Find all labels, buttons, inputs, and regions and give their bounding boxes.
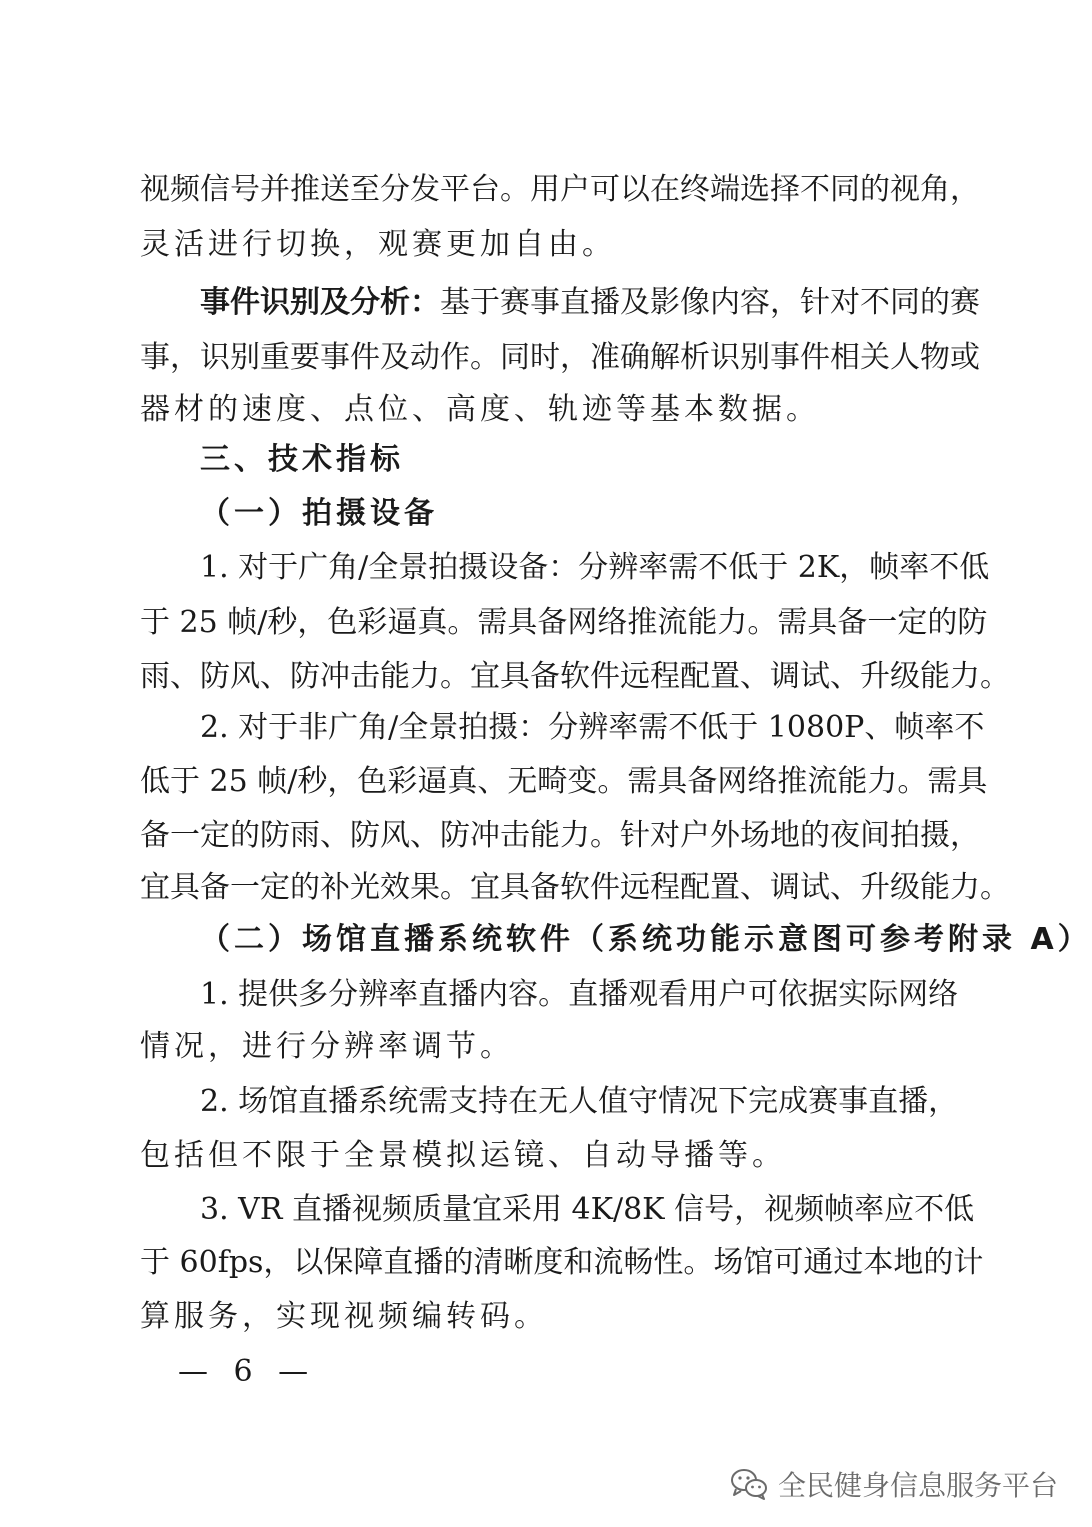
paragraph-line <box>200 283 980 323</box>
section-heading: 三、技术指标 <box>200 442 404 477</box>
paragraph-line: 器材的速度、点位、高度、轨迹等基本数据。 <box>140 392 820 427</box>
paragraph-line: 宜具备一定的补光效果。宜具备软件远程配置、调试、升级能力。 <box>140 870 1010 905</box>
watermark <box>730 1462 1058 1506</box>
paragraph-line: 于 60fps，以保障直播的清晰度和流畅性。场馆可通过本地的计 <box>140 1245 984 1280</box>
paragraph-line: 1. 提供多分辨率直播内容。直播观看用户可依据实际网络 <box>200 977 959 1012</box>
paragraph-line: 于 25 帧/秒，色彩逼真。需具备网络推流能力。需具备一定的防 <box>140 605 988 640</box>
paragraph-line: 事，识别重要事件及动作。同时，准确解析识别事件相关人物或 <box>140 340 980 375</box>
watermark-text: 全民健身信息服务平台 <box>778 1469 1059 1502</box>
paragraph-line: 算服务，实现视频编转码。 <box>140 1299 548 1334</box>
wechat-icon <box>730 1467 768 1501</box>
paragraph-line: 2. 场馆直播系统需支持在无人值守情况下完成赛事直播， <box>200 1084 959 1119</box>
paragraph-line: 视频信号并推送至分发平台。用户可以在终端选择不同的视角， <box>140 172 980 207</box>
paragraph-line: 灵活进行切换，观赛更加自由。 <box>140 227 616 262</box>
paragraph-line: 低于 25 帧/秒，色彩逼真、无畸变。需具备网络推流能力。需具 <box>140 764 988 799</box>
subsection-heading: （一）拍摄设备 <box>200 496 438 531</box>
paragraph-line: 3. VR 直播视频质量宜采用 4K/8K 信号，视频帧率应不低 <box>200 1192 975 1227</box>
paragraph-line: 1. 对于广角/全景拍摄设备：分辨率需不低于 2K，帧率不低 <box>200 550 990 585</box>
paragraph-line: 2. 对于非广角/全景拍摄：分辨率需不低于 1080P、帧率不 <box>200 710 985 745</box>
subsection-heading: （二）场馆直播系统软件（系统功能示意图可参考附录 A） <box>200 922 1092 957</box>
paragraph-line: 情况，进行分辨率调节。 <box>140 1029 514 1064</box>
paragraph-line: 备一定的防雨、防风、防冲击能力。针对户外场地的夜间拍摄， <box>140 818 980 853</box>
section-label: 事件识别及分析： <box>200 285 440 320</box>
section-text: 基于赛事直播及影像内容，针对不同的赛 <box>440 285 980 320</box>
paragraph-line: 包括但不限于全景模拟运镜、自动导播等。 <box>140 1138 786 1173</box>
page-number: — 6 — <box>178 1354 317 1389</box>
paragraph-line: 雨、防风、防冲击能力。宜具备软件远程配置、调试、升级能力。 <box>140 659 1010 694</box>
